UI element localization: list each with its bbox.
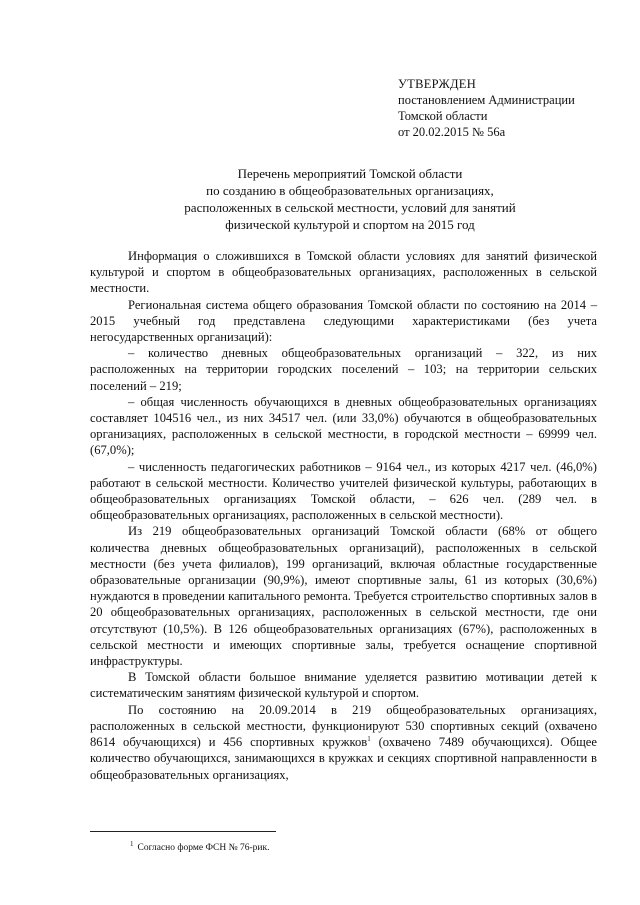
footnote-text: Согласно форме ФСН № 76-рик. — [137, 843, 270, 854]
title-line: по созданию в общеобразовательных организациях, — [206, 183, 494, 198]
paragraph-sections-text-cont: (охвачено 7489 обучающихся). Общее количество обучающихся, занимающихся в кружках и секциях спортивной направленности в общеобразовательных организациях, — [90, 735, 597, 782]
footnote-mark: 1 — [130, 840, 134, 848]
approval-stamp — [398, 76, 618, 140]
title-line: расположенных в сельской местности, условий для занятий — [184, 200, 516, 215]
paragraph-regional-system: Региональная система общего образования Томской области по состоянию на 2014 – 2015 учебный год представлена следующими характеристиками (без учета негосударственных организаций): — [90, 297, 597, 345]
paragraph-sections — [90, 702, 597, 783]
title-line: физической культурой и спортом на 2015 год — [225, 217, 475, 232]
document-title — [130, 165, 570, 233]
paragraph-sports-halls: Из 219 общеобразовательных организаций Томской области (68% от общего количества дневных общеобразовательных организаций), расположенных в сельской местности (без учета филиалов), 199 организаций, включая областные государственные образовательные организации (90,9%), имеют спортивные залы, 61 из которых (30,6%) нуждаются в проведении капитального ремонта. Требуется строительство спортивных залов в 20 общеобразовательных организациях, расположенных в сельской местности, где они отсутствуют (10,5%). В 126 общеобразовательных организациях (67%), расположенных в сельской местности и имеющих спортивные залы, требуется оснащение спортивной инфраструктуры. — [90, 524, 598, 669]
paragraph-motivation: В Томской области большое внимание уделяется развитию мотивации детей к систематическим занятиям физической культурой и спортом. — [90, 670, 597, 701]
footnote — [130, 838, 270, 854]
list-item-organizations: – количество дневных общеобразовательных организаций – 322, из них расположенных на территории городских поселений – 103; на территории сельских поселений – 219; — [90, 346, 597, 393]
list-item-students: – общая численность обучающихся в дневных общеобразовательных организациях составляет 104516 чел., из них 34517 чел. (или 33,0%) обучаются в общеобразовательных организациях, расположенных в сельской местности, в городской местности – 69999 чел. (67,0%); — [90, 394, 597, 458]
approval-title: УТВЕРЖДЕН — [398, 77, 477, 91]
list-item-teachers: – численность педагогических работников – 9164 чел., из которых 4217 чел. (46,0%) работают в сельской местности. Количество учителей физической культуры, работающих в общеобразовательных организациях Томской области, – 626 чел. (289 чел. в общеобразовательных организациях, расположенных в сельской местности). — [90, 459, 597, 523]
approval-line: постановлением Администрации — [398, 93, 575, 107]
footnote-divider — [90, 831, 276, 832]
title-line: Перечень мероприятий Томской области — [237, 166, 463, 181]
paragraph-intro: Информация о сложившихся в Томской области условиях для занятий физической культурой и спортом в общеобразовательных организациях, расположенных в сельской местности. — [90, 249, 597, 296]
approval-line: Томской области — [398, 109, 488, 123]
approval-line: от 20.02.2015 № 56а — [398, 125, 506, 139]
document-body — [90, 248, 597, 783]
paragraph-sections-text: По состоянию на 20.09.2014 в 219 общеобразовательных организациях, расположенных в сельской местности, функционируют 530 спортивных секций (охвачено 8614 обучающихся) и 456 спортивных кружков — [90, 702, 597, 750]
footnote-reference[interactable]: 1 — [367, 734, 371, 743]
